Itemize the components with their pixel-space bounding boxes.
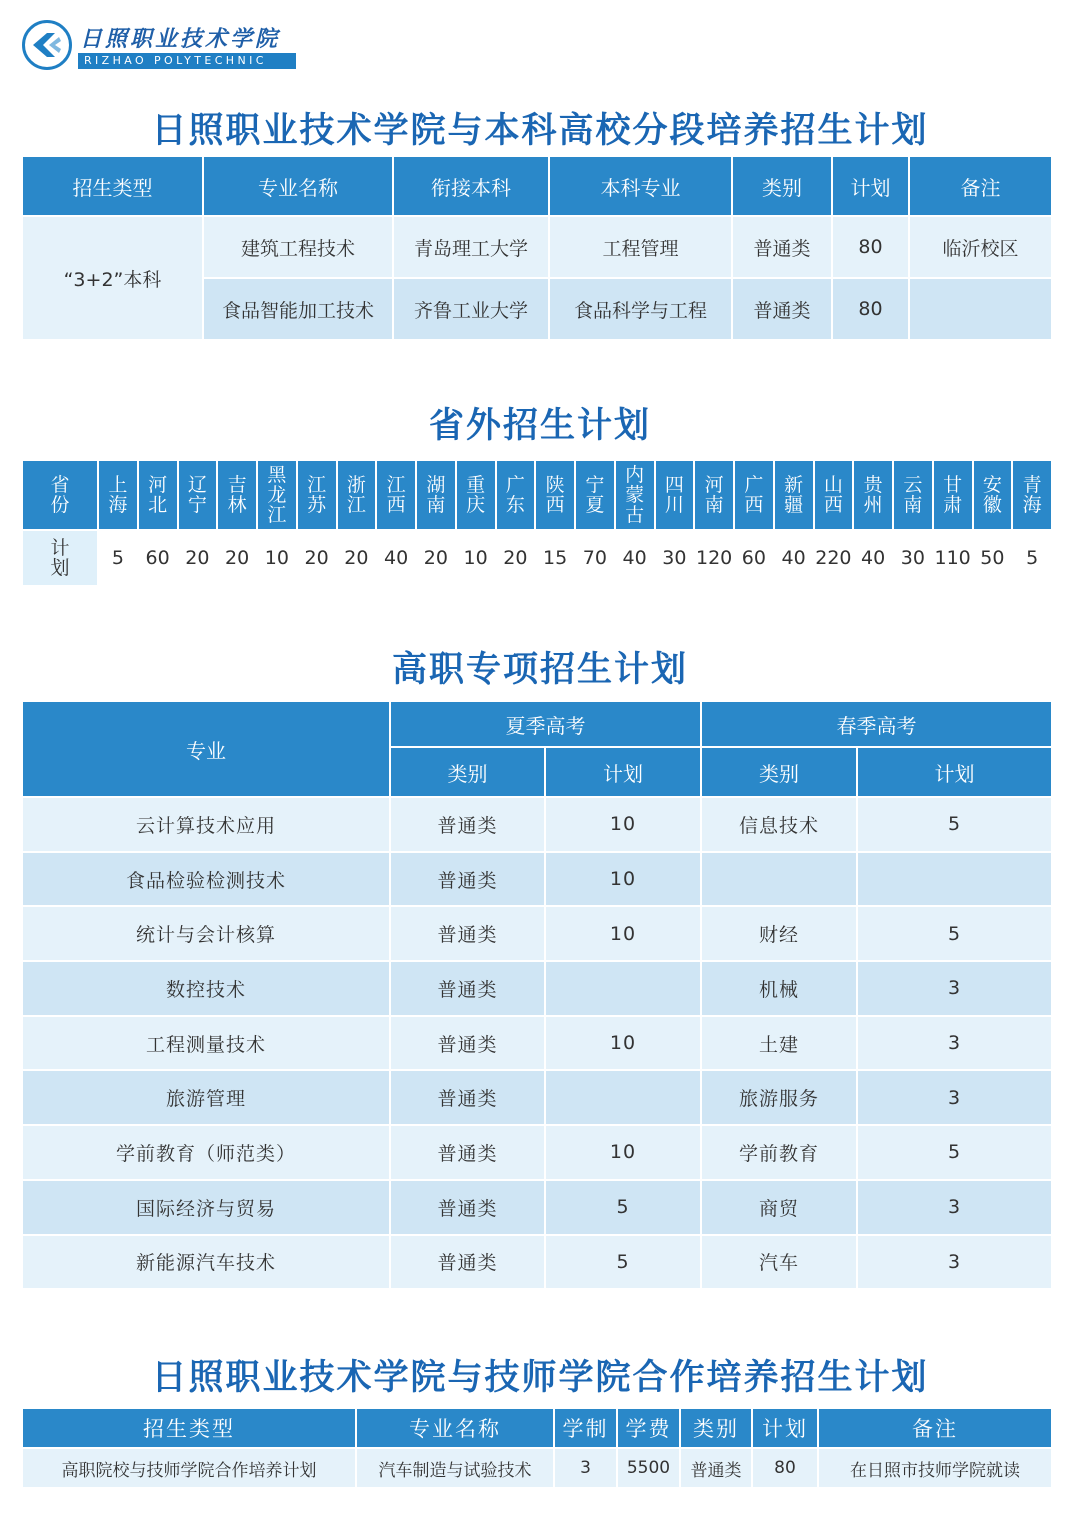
header-spring-category: 类别 — [701, 747, 857, 797]
province-plan: 20 — [337, 530, 377, 586]
major-cell: 食品检验检测技术 — [22, 852, 390, 907]
header-type: 招生类型 — [22, 1408, 356, 1448]
header-fee: 学费 — [617, 1408, 680, 1448]
header-major: 专业名称 — [203, 156, 393, 216]
table-row — [22, 906, 1052, 961]
province-name: 上 海 — [98, 460, 138, 530]
major-cell: 工程测量技术 — [22, 1016, 390, 1071]
province-plan: 40 — [774, 530, 814, 586]
header-plan: 计划 — [752, 1408, 818, 1448]
province-plan: 10 — [257, 530, 297, 586]
school-name-en: RIZHAO POLYTECHNIC — [78, 53, 296, 69]
major-cell: 建筑工程技术 — [203, 216, 393, 278]
years-cell: 3 — [554, 1448, 617, 1488]
province-name: 江 西 — [376, 460, 416, 530]
province-plan: 50 — [973, 530, 1013, 586]
spring-category-cell: 汽车 — [701, 1235, 857, 1290]
province-plan: 40 — [853, 530, 893, 586]
spring-plan-cell: 3 — [857, 961, 1052, 1016]
special-program-table — [21, 700, 1053, 1290]
summer-plan-cell: 10 — [545, 1125, 701, 1180]
province-name: 安 徽 — [973, 460, 1013, 530]
province-name: 广 东 — [496, 460, 536, 530]
spring-category-cell: 学前教育 — [701, 1125, 857, 1180]
province-plan: 5 — [1012, 530, 1052, 586]
province-name: 云 南 — [893, 460, 933, 530]
header-major: 专业名称 — [356, 1408, 554, 1448]
table-row — [22, 1070, 1052, 1125]
segmented-training-table — [21, 155, 1053, 341]
province-name: 贵 州 — [853, 460, 893, 530]
header-major: 专业 — [22, 701, 390, 797]
spring-category-cell: 机械 — [701, 961, 857, 1016]
undergrad-major-cell: 食品科学与工程 — [549, 278, 732, 340]
spring-plan-cell: 5 — [857, 797, 1052, 852]
spring-plan-cell: 3 — [857, 1070, 1052, 1125]
summer-category-cell: 普通类 — [390, 906, 545, 961]
header-plan: 计划 — [832, 156, 909, 216]
university-cell: 青岛理工大学 — [393, 216, 549, 278]
summer-plan-cell — [545, 1070, 701, 1125]
province-name: 四 川 — [655, 460, 695, 530]
header-type: 招生类型 — [22, 156, 203, 216]
province-plan: 20 — [416, 530, 456, 586]
school-emblem-icon — [22, 20, 72, 70]
major-cell: 旅游管理 — [22, 1070, 390, 1125]
plan-cell: 80 — [832, 216, 909, 278]
type-cell: 高职院校与技师学院合作培养计划 — [22, 1448, 356, 1488]
spring-plan-cell: 5 — [857, 1125, 1052, 1180]
province-name: 山 西 — [814, 460, 854, 530]
table-row — [22, 1016, 1052, 1071]
province-name: 河 北 — [138, 460, 178, 530]
summer-category-cell: 普通类 — [390, 1235, 545, 1290]
note-cell: 临沂校区 — [909, 216, 1052, 278]
province-plan: 20 — [217, 530, 257, 586]
fee-cell: 5500 — [617, 1448, 680, 1488]
summer-plan-cell: 5 — [545, 1235, 701, 1290]
major-cell: 统计与会计核算 — [22, 906, 390, 961]
summer-category-cell: 普通类 — [390, 961, 545, 1016]
university-cell: 齐鲁工业大学 — [393, 278, 549, 340]
header-category: 类别 — [732, 156, 832, 216]
province-plan: 20 — [178, 530, 218, 586]
province-name: 黑 龙 江 — [257, 460, 297, 530]
table-row — [22, 852, 1052, 907]
province-name: 浙 江 — [337, 460, 377, 530]
out-of-province-table — [21, 459, 1053, 587]
header-note: 备注 — [818, 1408, 1052, 1448]
header-years: 学制 — [554, 1408, 617, 1448]
province-plan: 40 — [376, 530, 416, 586]
category-cell: 普通类 — [680, 1448, 752, 1488]
summer-plan-cell: 10 — [545, 1016, 701, 1071]
header-university: 衔接本科 — [393, 156, 549, 216]
province-plan: 220 — [814, 530, 854, 586]
header-note: 备注 — [909, 156, 1052, 216]
plan-label: 计 划 — [22, 530, 98, 586]
spring-category-cell — [701, 852, 857, 907]
spring-category-cell: 财经 — [701, 906, 857, 961]
table-row — [22, 797, 1052, 852]
province-name: 新 疆 — [774, 460, 814, 530]
summer-category-cell: 普通类 — [390, 852, 545, 907]
major-cell: 数控技术 — [22, 961, 390, 1016]
category-cell: 普通类 — [732, 278, 832, 340]
header-undergrad-major: 本科专业 — [549, 156, 732, 216]
spring-plan-cell: 3 — [857, 1016, 1052, 1071]
spring-plan-cell: 5 — [857, 906, 1052, 961]
province-plan: 15 — [535, 530, 575, 586]
note-cell: 在日照市技师学院就读 — [818, 1448, 1052, 1488]
summer-plan-cell: 10 — [545, 797, 701, 852]
province-name: 宁 夏 — [575, 460, 615, 530]
province-plan: 30 — [893, 530, 933, 586]
table-row — [22, 1180, 1052, 1235]
summer-category-cell: 普通类 — [390, 1180, 545, 1235]
table-row — [22, 1125, 1052, 1180]
province-plan: 30 — [655, 530, 695, 586]
province-plan: 40 — [615, 530, 655, 586]
note-cell — [909, 278, 1052, 340]
province-plan: 120 — [694, 530, 734, 586]
header-spring-plan: 计划 — [857, 747, 1052, 797]
spring-category-cell: 土建 — [701, 1016, 857, 1071]
section1-title: 日照职业技术学院与本科高校分段培养招生计划 — [151, 111, 929, 151]
spring-plan-cell: 3 — [857, 1180, 1052, 1235]
spring-category-cell: 商贸 — [701, 1180, 857, 1235]
major-cell: 云计算技术应用 — [22, 797, 390, 852]
summer-category-cell: 普通类 — [390, 1070, 545, 1125]
province-plan: 5 — [98, 530, 138, 586]
table-row — [22, 961, 1052, 1016]
header-spring-exam: 春季高考 — [701, 701, 1052, 747]
province-label: 省 份 — [22, 460, 98, 530]
province-plan: 70 — [575, 530, 615, 586]
enroll-type-cell: “3+2”本科 — [22, 216, 203, 340]
section2-title: 省外招生计划 — [428, 406, 651, 446]
major-cell: 汽车制造与试验技术 — [356, 1448, 554, 1488]
province-plan: 20 — [496, 530, 536, 586]
major-cell: 食品智能加工技术 — [203, 278, 393, 340]
plan-cell: 80 — [752, 1448, 818, 1488]
summer-category-cell: 普通类 — [390, 797, 545, 852]
province-name: 河 南 — [694, 460, 734, 530]
spring-plan-cell: 3 — [857, 1235, 1052, 1290]
province-name: 陕 西 — [535, 460, 575, 530]
summer-category-cell: 普通类 — [390, 1125, 545, 1180]
province-plan: 20 — [297, 530, 337, 586]
major-cell: 国际经济与贸易 — [22, 1180, 390, 1235]
header-summer-category: 类别 — [390, 747, 545, 797]
spring-plan-cell — [857, 852, 1052, 907]
school-logo — [22, 18, 282, 74]
summer-plan-cell: 10 — [545, 852, 701, 907]
province-name: 内 蒙 古 — [615, 460, 655, 530]
section3-title: 高职专项招生计划 — [391, 650, 688, 690]
summer-category-cell: 普通类 — [390, 1016, 545, 1071]
undergrad-major-cell: 工程管理 — [549, 216, 732, 278]
section4-title: 日照职业技术学院与技师学院合作培养招生计划 — [151, 1358, 929, 1398]
province-plan: 60 — [734, 530, 774, 586]
plan-cell: 80 — [832, 278, 909, 340]
header-category: 类别 — [680, 1408, 752, 1448]
spring-category-cell: 旅游服务 — [701, 1070, 857, 1125]
province-name: 吉 林 — [217, 460, 257, 530]
province-name: 江 苏 — [297, 460, 337, 530]
header-summer-exam: 夏季高考 — [390, 701, 701, 747]
province-name: 广 西 — [734, 460, 774, 530]
category-cell: 普通类 — [732, 216, 832, 278]
table-row — [22, 1235, 1052, 1290]
province-name: 辽 宁 — [178, 460, 218, 530]
province-name: 湖 南 — [416, 460, 456, 530]
summer-plan-cell: 5 — [545, 1180, 701, 1235]
province-plan: 10 — [456, 530, 496, 586]
summer-plan-cell — [545, 961, 701, 1016]
table-row — [22, 216, 1052, 278]
summer-plan-cell: 10 — [545, 906, 701, 961]
province-plan: 110 — [933, 530, 973, 586]
province-name: 青 海 — [1012, 460, 1052, 530]
school-name-cn: 日照职业技术学院 — [80, 26, 281, 52]
province-plan: 60 — [138, 530, 178, 586]
province-name: 重 庆 — [456, 460, 496, 530]
header-summer-plan: 计划 — [545, 747, 701, 797]
technician-college-table — [21, 1407, 1053, 1489]
major-cell: 新能源汽车技术 — [22, 1235, 390, 1290]
table-row — [22, 1448, 1052, 1488]
province-name: 甘 肃 — [933, 460, 973, 530]
spring-category-cell: 信息技术 — [701, 797, 857, 852]
major-cell: 学前教育（师范类） — [22, 1125, 390, 1180]
